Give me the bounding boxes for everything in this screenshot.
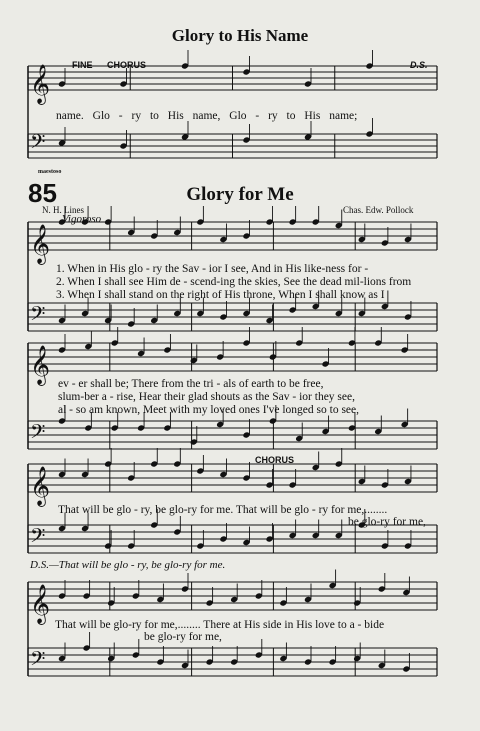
maestoso-mark: maestoso [38,169,62,175]
chorus-line2-echo: be glo-ry for me, [144,631,222,643]
chorus-mark: CHORUS [255,455,295,465]
ds-mark-top: D.S. [410,60,428,70]
bass-clef-4: 𝄢 [30,647,46,675]
fine-mark: FINE [72,60,93,70]
treble-clef-3: 𝄞 [30,466,51,506]
tempo-mark: Vigoroso [62,213,102,225]
verse3-line2: al - so am known, Meet with my loved ones I've longed so to see, [58,404,360,416]
bass-clef-1: 𝄢 [30,302,46,330]
chorus-line1: That will be glo - ry, be glo-ry for me. That will be glo - ry for me,........ [58,504,388,516]
treble-clef-0: 𝄞 [30,64,51,104]
verse1-line2: ev - er shall be; There from the tri - als of earth to be free, [58,378,324,390]
ds-instruction: D.S.—That will be glo - ry, be glo-ry for me. [30,559,226,571]
chorus-line1-echo: be glo-ry for me, [348,516,426,528]
verse2-line1: 2. When I shall see Him de - scend-ing the skies, See the dead mil-lions from [56,276,412,288]
top-hymn-title: Glory to His Name [171,26,309,45]
verse3-line1: 3. When I shall stand on the right of His throne, When I shall know as I [56,289,385,301]
verse2-line2: slum-ber a - rise, Hear their glad shouts as the Sav - ior they see, [58,391,355,403]
hymn-number: 85 [28,178,57,208]
bass-clef-3: 𝄢 [30,524,46,552]
music-credit: Chas. Edw. Pollock [343,205,414,215]
chorus-line2: That will be glo-ry for me,........ There at His side in His love to a - bide [55,619,385,631]
bass-clef-0: 𝄢 [30,130,46,158]
chorus-mark-top: CHORUS [107,60,147,70]
treble-clef-1: 𝄞 [30,224,51,264]
top-hymn-lyrics: name. Glo - ry to His name, Glo - ry to His name; [56,110,358,122]
words-credit: N. H. Lines [42,205,84,215]
verse1-line1: 1. When in His glo - ry the Sav - ior I see, And in His like-ness for - [56,263,369,275]
treble-clef-4: 𝄞 [30,584,51,624]
treble-clef-2: 𝄞 [30,345,51,385]
hymn-title: Glory for Me [186,184,294,205]
bass-clef-2: 𝄢 [30,420,46,448]
